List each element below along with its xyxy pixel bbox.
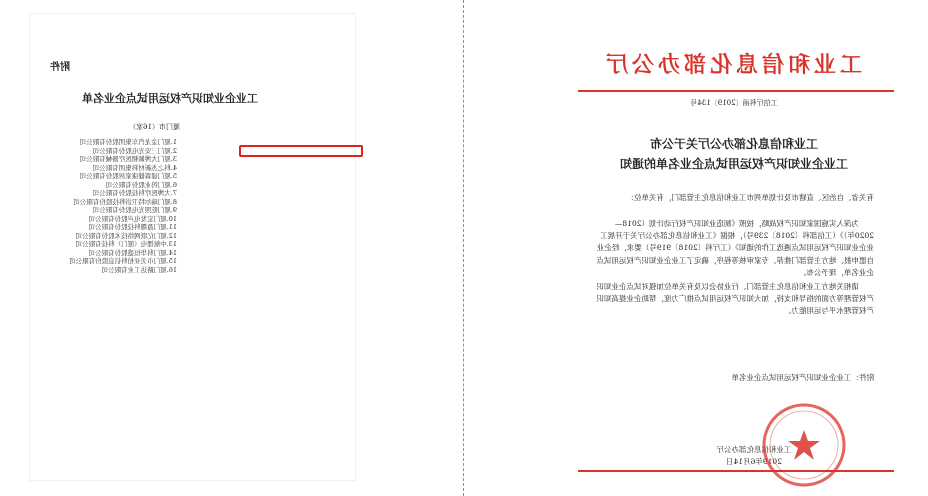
attachment-note: 附件：工业企业知识产权运用试点企业名单 xyxy=(731,373,874,382)
attachment-label: 附件 xyxy=(50,62,70,73)
list-item: 4.科之杰新材料集团有限公司 xyxy=(92,163,177,172)
title-line-1: 工业和信息化部办公厅关于公布 xyxy=(650,137,819,151)
list-item: 12.厦门亿联网络技术股份有限公司 xyxy=(75,231,177,240)
list-item: 16.厦门路达工业有限公司 xyxy=(101,265,177,274)
body-text xyxy=(596,218,874,320)
attachment-page-content xyxy=(30,14,355,480)
list-item: 5.厦门建霖健康家居股份有限公司 xyxy=(79,172,177,180)
highlight-box xyxy=(239,145,363,157)
region-heading: 厦门市（16家） xyxy=(129,123,180,131)
list-item: 9.厦门乾照光电股份有限公司 xyxy=(92,206,177,214)
document-title xyxy=(604,134,864,174)
attachment-page xyxy=(30,14,355,480)
list-item: 14.厦门科华恒盛股份有限公司 xyxy=(88,248,177,257)
title-line-2: 工业企业知识产权运用试点企业名单的通知 xyxy=(620,157,849,171)
list-item: 11.厦门盈趣科技股份有限公司 xyxy=(88,223,177,231)
notice-page-content xyxy=(578,14,894,480)
list-item: 6.厦门钨业股份有限公司 xyxy=(105,180,177,189)
company-list xyxy=(17,138,177,274)
list-item: 15.厦门市美亚柏科信息股份有限公司 xyxy=(69,257,177,265)
list-item: 7.大博医疗科技股份有限公司 xyxy=(92,189,177,197)
issuer: 工业和信息化部办公厅 xyxy=(716,445,792,454)
salutation: 有关省、自治区、直辖市及计划单列市工业和信息化主管部门，有关单位： xyxy=(626,193,874,202)
document-number: 工信厅科函〔2019〕134号 xyxy=(690,99,778,107)
page-divider xyxy=(463,0,464,496)
list-item: 8.厦门瑞尔特卫浴科技股份有限公司 xyxy=(73,197,177,206)
list-item: 13.中航锂电（厦门）科技有限公司 xyxy=(75,240,177,248)
list-item: 2.厦门三安光电股份有限公司 xyxy=(92,146,177,155)
list-item: 10.厦门宏发电声股份有限公司 xyxy=(88,214,177,223)
document-header: 工业和信息化部办公厅 xyxy=(602,52,863,78)
issue-date: 2019年6月14日 xyxy=(726,457,782,466)
notice-page xyxy=(578,14,894,480)
list-item: 3.厦门大博颖精医疗器械有限公司 xyxy=(79,155,177,163)
paragraph: 请相关地方工业和信息化主管部门、行业协会以及有关单位加强对试点企业知识产权管理等方面的指导和支持，加大知识产权运用试点推广力度，帮助企业提高知识产权管理水平与运用能力。 xyxy=(596,282,874,316)
paragraph: 为深入实施国家知识产权战略，按照《制造业知识产权行动计划（2018—2020年）》（工信部科〔2018〕239号），根据《工业和信息化部办公厅关于开展工业企业知识产权运用试点遴选工作的通知》（工厅科〔2018〕919号）要求，经企业自愿申报、地方主管部门推荐、专家审核等程序，确定了工业企业知识产权运用试点企业名单，现予公布。 xyxy=(596,219,874,277)
list-title: 工业企业知识产权运用试点企业名单 xyxy=(82,92,258,105)
official-seal-icon xyxy=(759,400,849,490)
list-item: 1.厦门金龙汽车集团股份有限公司 xyxy=(79,138,177,146)
